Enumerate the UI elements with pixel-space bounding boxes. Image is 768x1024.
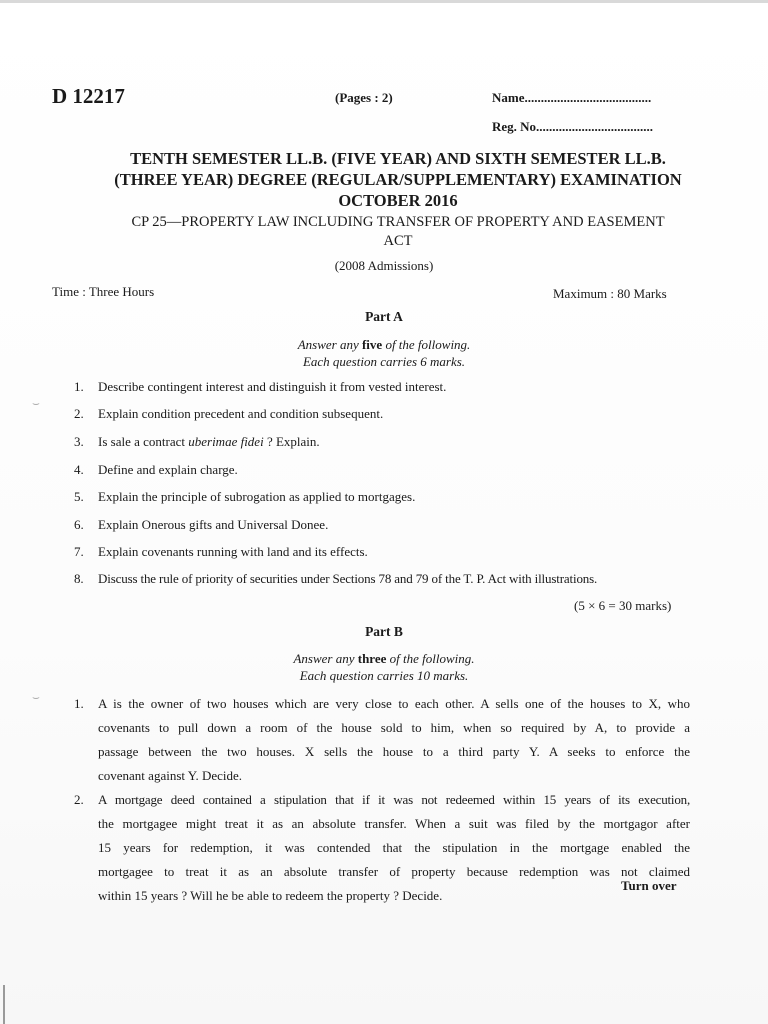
scan-left-edge	[3, 985, 5, 1024]
question-number: 2.	[74, 406, 84, 421]
page-count: (Pages : 2)	[335, 90, 393, 105]
question-line: 15 years for redemption, it was contended that the stipulation in the mortgage enabled the	[98, 840, 690, 855]
question-line: covenants to pull down a room of the house sold to him, when so required by A, to provide a	[98, 720, 690, 735]
question-line: mortgagee to treat it as an absolute transfer of property because redemption was not claimed	[98, 864, 690, 879]
question-a-3	[74, 434, 320, 450]
question-number: 3.	[74, 434, 84, 449]
part-a-instruction-line-1	[0, 336, 768, 353]
part-b-instructions	[0, 650, 768, 684]
question-text: Explain Onerous gifts and Universal Donee.	[98, 517, 329, 532]
question-a-7	[74, 544, 368, 560]
question-number: 2.	[74, 792, 84, 807]
question-number: 5.	[74, 489, 84, 504]
subject-title-line-2: ACT	[383, 233, 413, 249]
question-text	[98, 788, 690, 908]
question-number: 1.	[74, 696, 84, 711]
question-text: Explain covenants running with land and its effects.	[98, 544, 368, 559]
part-b-title: Part B	[365, 624, 403, 639]
question-text: Define and explain charge.	[98, 462, 238, 477]
margin-mark: ⌣	[32, 396, 40, 410]
turn-over-label: Turn over	[621, 878, 677, 893]
instruction-text: Answer any	[297, 337, 362, 352]
margin-mark: ⌣	[32, 690, 40, 704]
instruction-count: three	[357, 651, 387, 666]
question-text: Is sale a contract	[98, 434, 189, 449]
exam-title-line-1: TENTH SEMESTER LL.B. (FIVE YEAR) AND SIXTH SEMESTER LL.B.	[130, 149, 666, 168]
part-a-marks: (5 × 6 = 30 marks)	[574, 598, 672, 613]
reg-no-field: Reg. No....................................	[492, 119, 654, 134]
admissions-label: (2008 Admissions)	[334, 258, 434, 273]
question-italic-term: uberimae fidei	[188, 434, 264, 449]
question-text: Describe contingent interest and distinguish it from vested interest.	[98, 379, 447, 394]
question-number: 4.	[74, 462, 84, 477]
question-line: covenant against Y. Decide.	[98, 768, 243, 783]
question-text: Explain the principle of subrogation as applied to mortgages.	[98, 489, 416, 504]
paper-code: D 12217	[52, 84, 125, 108]
question-number: 1.	[74, 379, 84, 394]
part-b-instruction-line-1	[0, 650, 768, 667]
question-text: Explain condition precedent and condition subsequent.	[98, 406, 384, 421]
question-number: 7.	[74, 544, 84, 559]
scan-top-edge	[0, 0, 768, 3]
part-a-instruction-line-2: Each question carries 6 marks.	[302, 354, 466, 369]
subject-title	[60, 213, 736, 251]
name-field: Name.......................................	[492, 90, 652, 105]
part-b-instruction-line-2: Each question carries 10 marks.	[299, 668, 469, 683]
question-line: within 15 years ? Will he be able to redeem the property ? Decide.	[98, 888, 443, 903]
exam-title	[60, 148, 736, 211]
question-line: A mortgage deed contained a stipulation that if it was not redeemed within 15 years of its execution,	[98, 792, 690, 807]
question-text: Discuss the rule of priority of securities under Sections 78 and 79 of the T. P. Act with illustrations.	[98, 571, 598, 586]
exam-title-line-3: OCTOBER 2016	[338, 191, 458, 210]
question-a-5	[74, 489, 415, 505]
question-text	[98, 692, 690, 788]
question-a-1	[74, 379, 446, 395]
instruction-text: of the following.	[386, 651, 475, 666]
question-text: ? Explain.	[263, 434, 320, 449]
part-a-title: Part A	[365, 309, 403, 324]
instruction-count: five	[361, 337, 383, 352]
time-allowed: Time : Three Hours	[52, 284, 155, 299]
question-line: passage between the two houses. X sells the house to a third party Y. A seeks to enforce the	[98, 744, 690, 759]
exam-title-line-2: (THREE YEAR) DEGREE (REGULAR/SUPPLEMENTARY) EXAMINATION	[114, 170, 682, 189]
instruction-text: of the following.	[382, 337, 471, 352]
question-a-8	[74, 571, 597, 587]
question-a-2	[74, 406, 383, 422]
maximum-marks: Maximum : 80 Marks	[553, 286, 667, 301]
question-a-6	[74, 517, 328, 533]
question-line: the mortgagee might treat it as an absolute transfer. When a suit was filed by the mortgagor after	[98, 816, 690, 831]
subject-title-line-1: CP 25—PROPERTY LAW INCLUDING TRANSFER OF PROPERTY AND EASEMENT	[131, 214, 665, 230]
question-number: 6.	[74, 517, 84, 532]
question-line: A is the owner of two houses which are very close to each other. A sells one of the houses to X, who	[98, 696, 690, 711]
instruction-text: Answer any	[293, 651, 358, 666]
question-a-4	[74, 462, 238, 478]
question-number: 8.	[74, 571, 84, 586]
part-a-instructions	[0, 336, 768, 370]
